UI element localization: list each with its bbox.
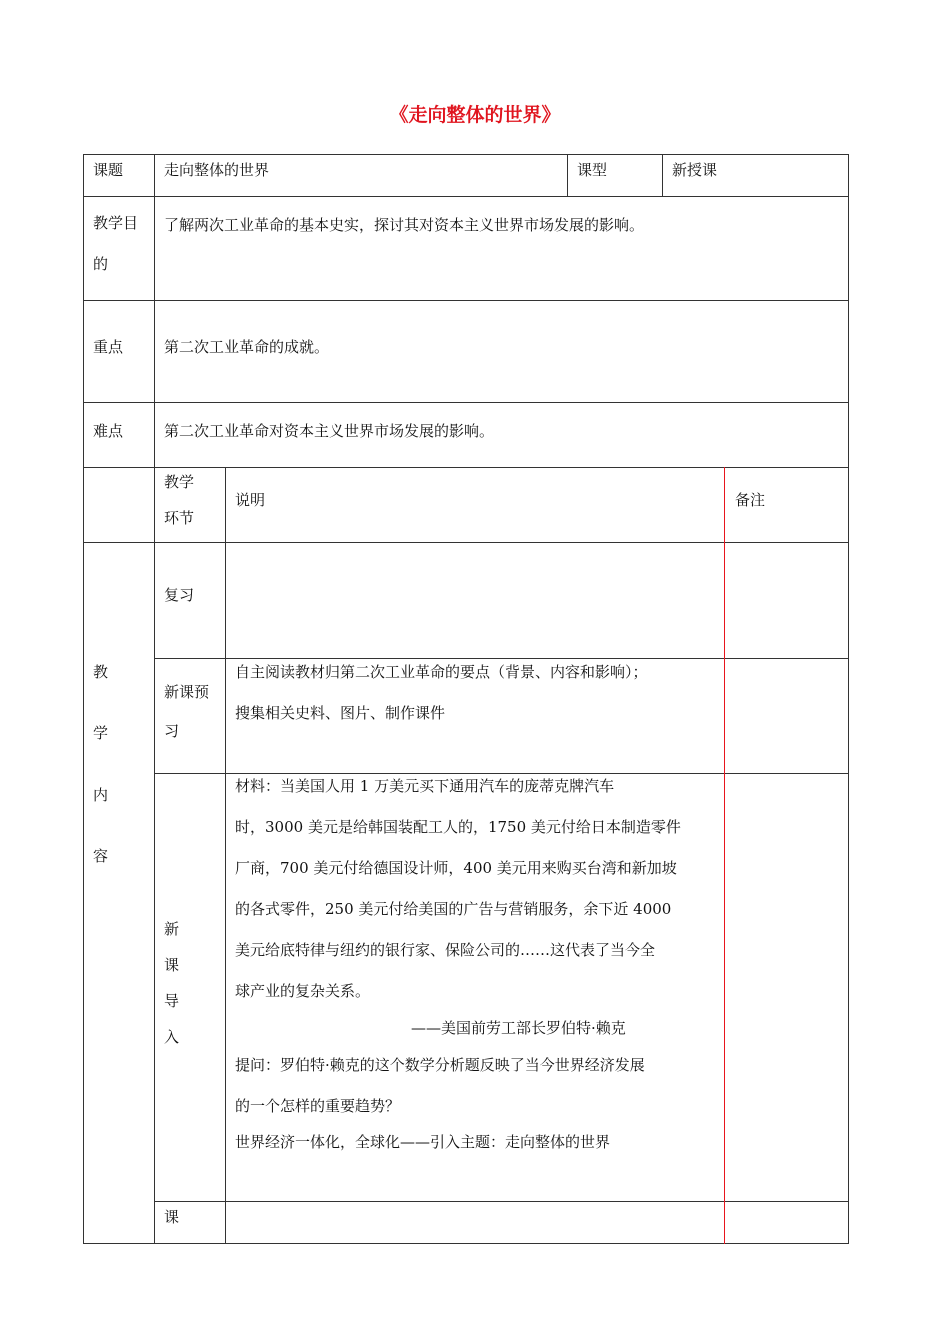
- key-point-text: 第二次工业革命的成就。: [164, 338, 330, 356]
- row-divider: [83, 196, 849, 197]
- explanation-header: 说明: [235, 491, 266, 509]
- goal-label-line1: 教学目: [93, 214, 139, 232]
- topic-value: 走向整体的世界: [164, 161, 270, 179]
- intro-question-line2: 的一个怎样的重要趋势？: [235, 1097, 401, 1115]
- goal-label-line2: 的: [93, 255, 109, 273]
- intro-attribution: ——美国前劳工部长罗伯特·赖克: [411, 1019, 626, 1037]
- difficulty-text: 第二次工业革命对资本主义世界市场发展的影响。: [164, 422, 495, 440]
- table-border-top: [83, 154, 849, 155]
- material-line: 球产业的复杂关系。: [235, 982, 371, 1000]
- row-divider: [83, 402, 849, 403]
- remarks-column-divider: [724, 467, 725, 1244]
- stage-header-line1: 教学: [164, 473, 195, 491]
- goal-text: 了解两次工业革命的基本史实，探讨其对资本主义世界市场发展的影响。: [164, 216, 645, 234]
- content-label-char: 内: [93, 786, 109, 804]
- difficulty-label: 难点: [93, 422, 124, 440]
- intro-label-char: 课: [164, 956, 180, 974]
- preview-label-line1: 新课预: [164, 683, 210, 701]
- key-point-label: 重点: [93, 338, 124, 356]
- content-label-char: 教: [93, 663, 109, 681]
- material-line: 美元给底特律与纽约的银行家、保险公司的……这代表了当今全: [235, 941, 656, 959]
- row-divider: [83, 300, 849, 301]
- intro-answer: 世界经济一体化，全球化——引入主题：走向整体的世界: [235, 1133, 611, 1151]
- table-border-right: [848, 154, 849, 1244]
- row-divider: [83, 542, 849, 543]
- preview-label-line2: 习: [164, 722, 180, 740]
- content-label-char: 容: [93, 847, 109, 865]
- content-label-char: 学: [93, 724, 109, 742]
- stage-header-line2: 环节: [164, 509, 195, 527]
- row-divider: [154, 658, 849, 659]
- intro-label-char: 导: [164, 992, 180, 1010]
- type-value: 新授课: [672, 161, 718, 179]
- remarks-header: 备注: [735, 491, 766, 509]
- topic-label: 课题: [93, 161, 124, 179]
- intro-material: [235, 776, 681, 1022]
- table-border-bottom: [83, 1243, 849, 1244]
- column-divider: [225, 467, 226, 1244]
- material-line: 的各式零件，250 美元付给美国的广告与营销服务，余下近 4000: [235, 900, 672, 918]
- table-border-left: [83, 154, 84, 1244]
- type-label: 课型: [577, 161, 608, 179]
- preview-line1: 自主阅读教材归第二次工业革命的要点（背景、内容和影响）；: [235, 663, 648, 681]
- preview-line2: 搜集相关史料、图片、制作课件: [235, 704, 446, 722]
- row-divider: [154, 1201, 849, 1202]
- column-divider: [567, 154, 568, 197]
- material-line: 厂商，700 美元付给德国设计师，400 美元用来购买台湾和新加坡: [235, 859, 677, 877]
- row-divider: [83, 467, 849, 468]
- material-line: 时，3000 美元是给韩国装配工人的，1750 美元付给日本制造零件: [235, 818, 681, 836]
- column-divider: [662, 154, 663, 197]
- row-divider: [154, 773, 849, 774]
- material-line: 材料：当美国人用 1 万美元买下通用汽车的庞蒂克牌汽车: [235, 777, 615, 795]
- column-divider: [154, 154, 155, 1244]
- review-label: 复习: [164, 586, 195, 604]
- intro-label-char: 新: [164, 920, 180, 938]
- intro-label-char: 入: [164, 1028, 180, 1046]
- next-row-label: 课: [164, 1208, 180, 1226]
- intro-question-line1: 提问：罗伯特·赖克的这个数学分析题反映了当今世界经济发展: [235, 1056, 645, 1074]
- page-title: 《走向整体的世界》: [389, 104, 561, 126]
